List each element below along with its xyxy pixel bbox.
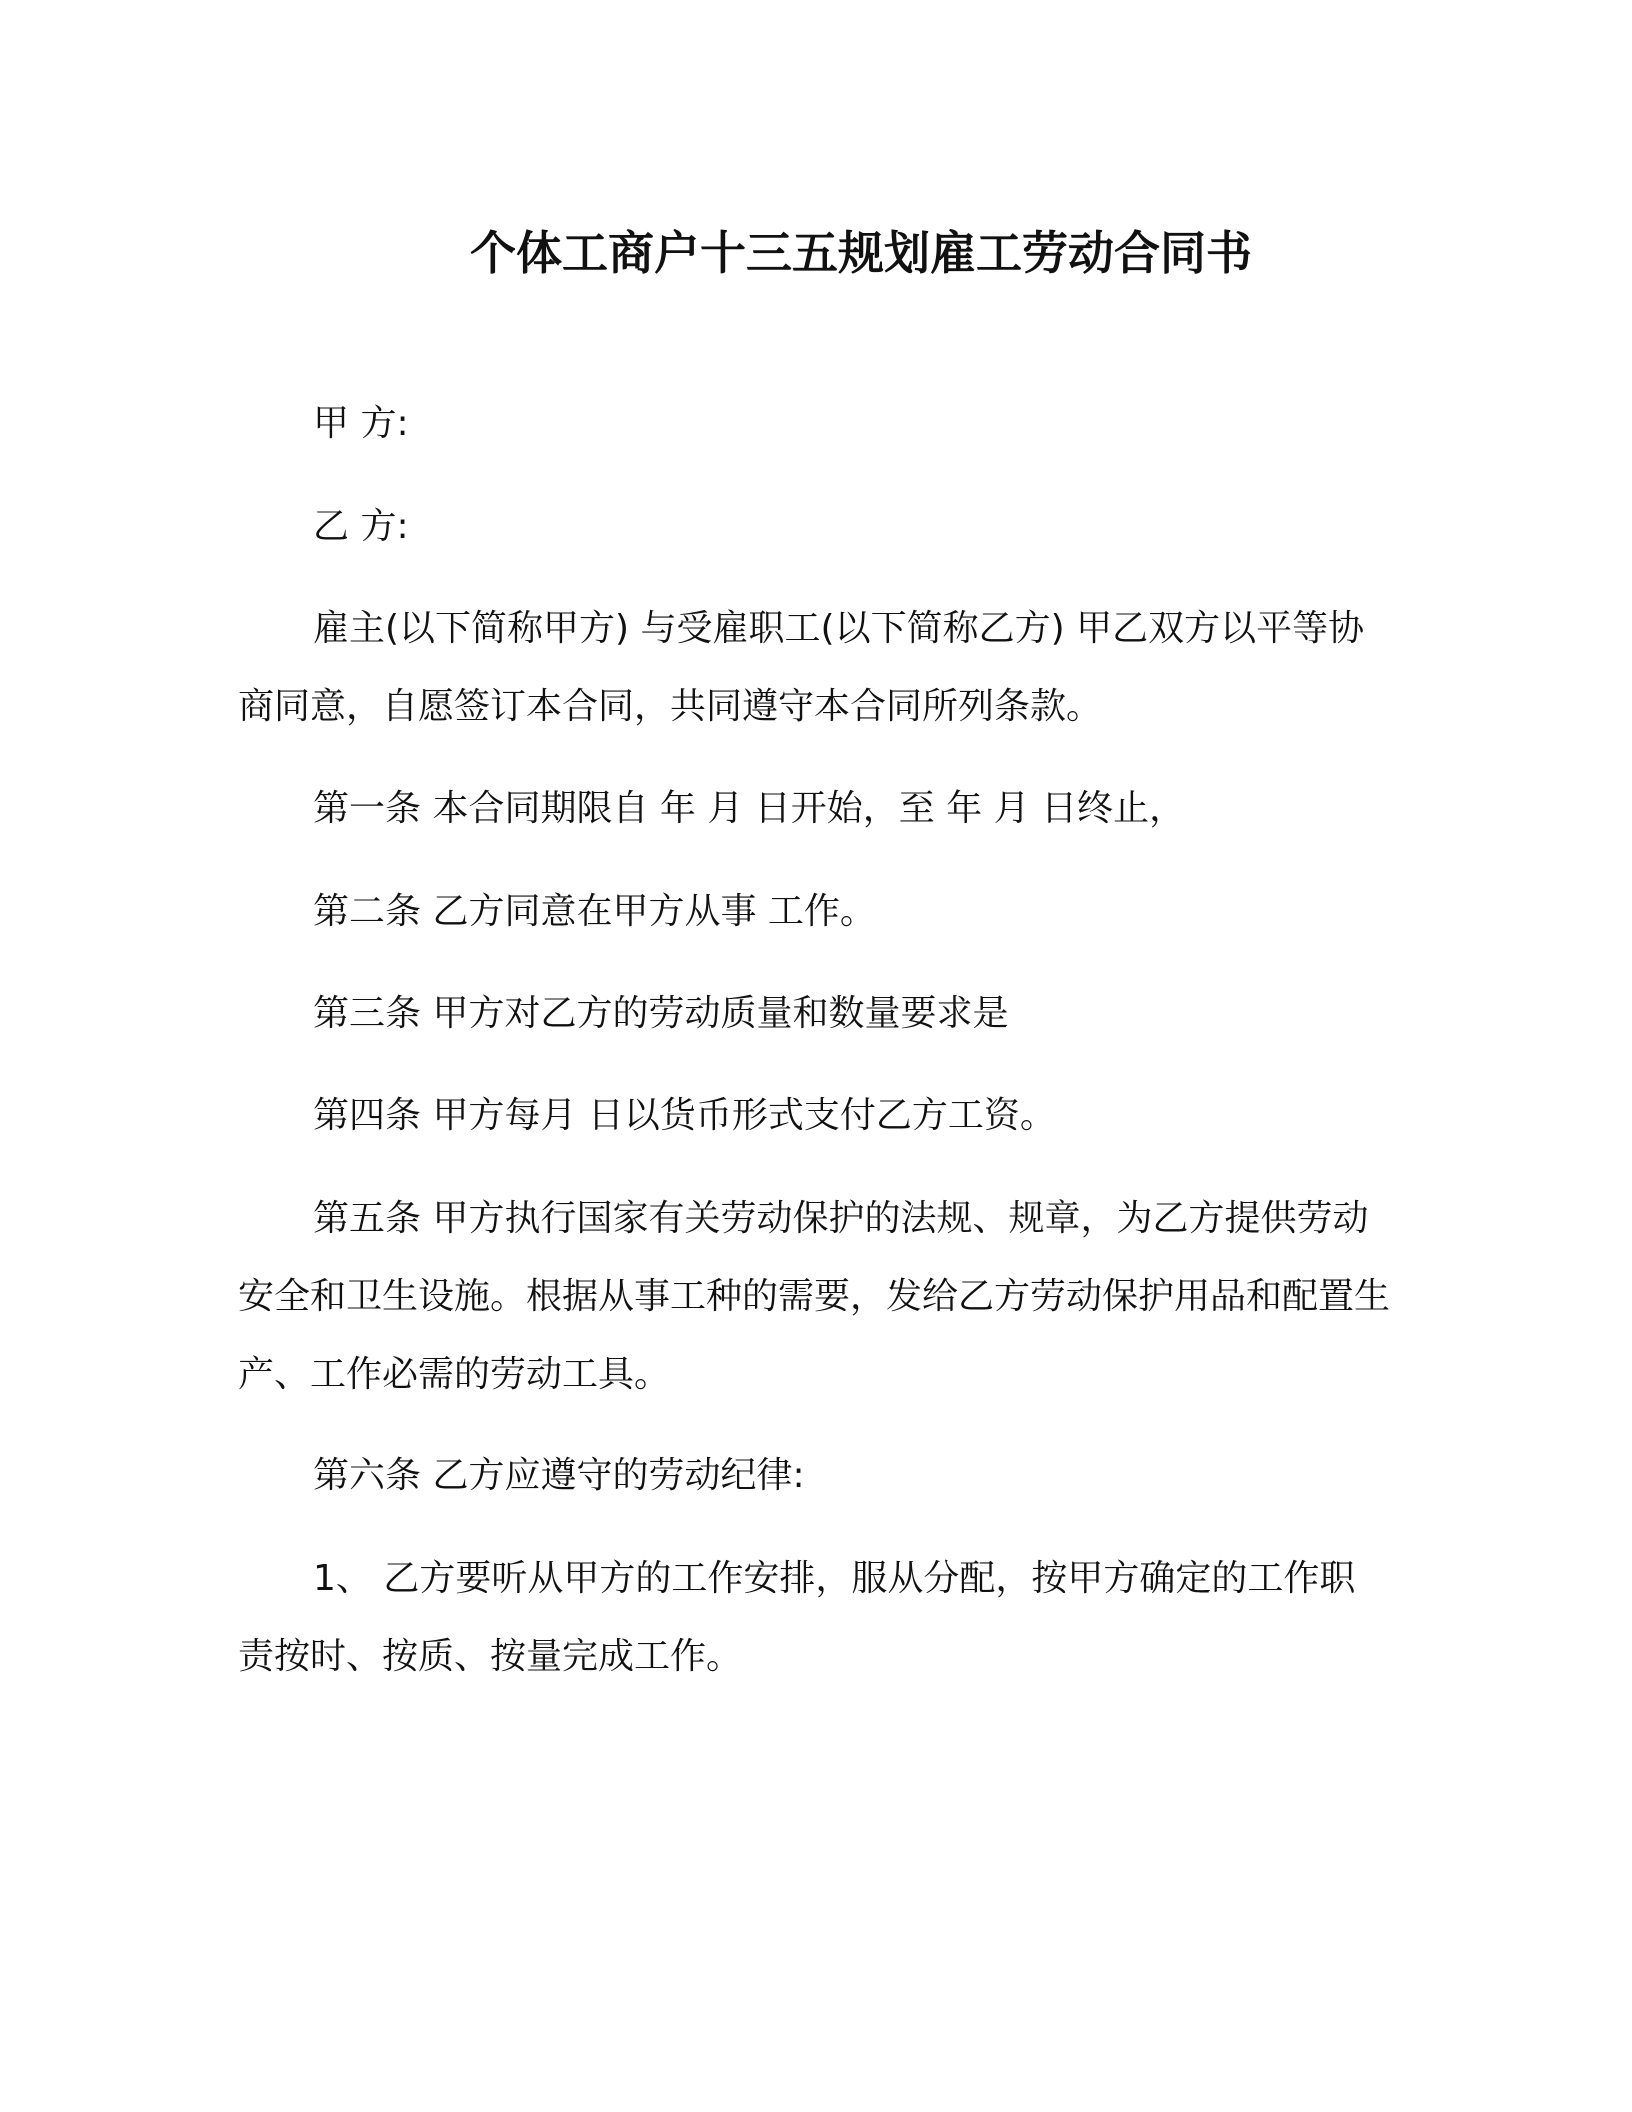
article-3: 第三条 甲方对乙方的劳动质量和数量要求是 [313,993,1009,1034]
party-b-line: 乙 方: [313,506,409,547]
party-a-line: 甲 方: [313,403,409,444]
intro-paragraph: 雇主(以下简称甲方) 与受雇职工(以下简称乙方) 甲乙双方以平等协商同意，自愿签订本合同，共同遵守本合同所列条款。 [238,608,1365,727]
article-2: 第二条 乙方同意在甲方从事 工作。 [313,891,876,932]
document-title: 个体工商户十三五规划雇工劳动合同书 [470,226,1252,280]
article-6-item-1: 1、 乙方要听从甲方的工作安排，服从分配，按甲方确定的工作职责按时、按质、按量完成工作。 [238,1558,1356,1677]
article-5: 第五条 甲方执行国家有关劳动保护的法规、规章，为乙方提供劳动安全和卫生设施。根据从事工种的需要，发给乙方劳动保护用品和配置生产、工作必需的劳动工具。 [238,1198,1391,1395]
article-1: 第一条 本合同期限自 年 月 日开始，至 年 月 日终止， [313,788,1186,829]
article-6: 第六条 乙方应遵守的劳动纪律: [313,1455,805,1496]
article-4: 第四条 甲方每月 日以货币形式支付乙方工资。 [313,1095,1056,1136]
